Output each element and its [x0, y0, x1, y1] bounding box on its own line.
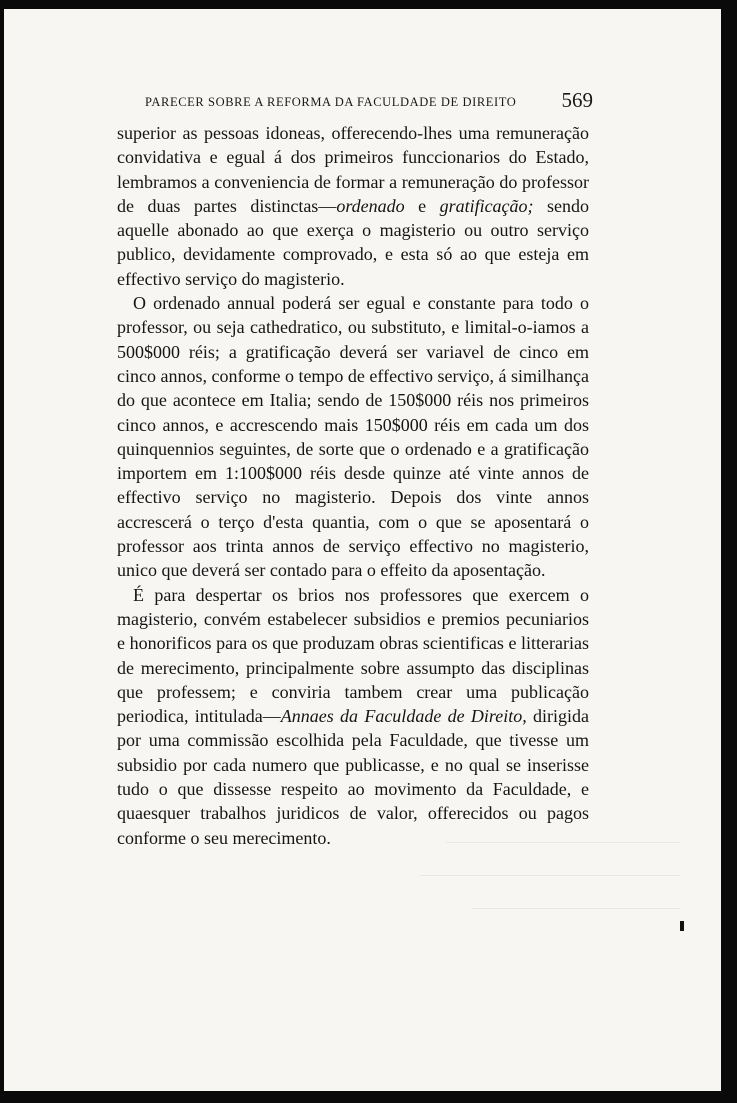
paragraph-2: O ordenado annual poderá ser egual e constante para todo o professor, ou seja cathedratico, ou substituto, e limital-o-iamos a 500$000 réis; a gratificação deverá ser variavel de cinco em cinco annos, conforme o tempo de effectivo serviço, á similhança do que acontece em Italia; sendo de 150$000 réis nos primeiros cinco annos, e accrescendo mais 150$000 réis em cada um dos quinquennios seguintes, de sorte que o ordenado e a gratificação importem em 1:100$000 réis desde quinze até vinte annos de effectivo serviço no magisterio. Depois dos vinte annos accrescerá o terço d'esta quantia, com o que se aposentará o professor aos trinta annos de serviço effectivo no magisterio, unico que deverá ser contado para o effeito da aposentação. — [117, 293, 589, 581]
scan-border-bottom — [0, 1091, 737, 1103]
bleed-through-shadow — [420, 820, 680, 930]
scan-border-top — [0, 0, 737, 9]
paragraph-3: É para despertar os brios nos professores que exercem o magisterio, convém estabelecer subsidios e premios pecuniarios e honorificos para os que produzam obras scientificas e litterarias de merecimento, principalmente sobre assumpto das disciplinas que professem; e conviria tambem crear uma publicação periodica, intitulada—Annaes da Faculdade de Direito, dirigida por uma commissão escolhida pela Faculdade, que tivesse um subsidio por cada numero que publicasse, e no qual se inserisse tudo o que dissesse respeito ao movimento da Faculdade, e quaesquer trabalhos juridicos de valor, offerecidos ou pagos conforme o seu merecimento. — [117, 584, 589, 848]
page-number: 569 — [561, 88, 593, 112]
running-title: PARECER SOBRE A REFORMA DA FACULDADE DE DIREITO — [145, 95, 517, 109]
page-header — [145, 90, 595, 114]
paragraph-1: superior as pessoas idoneas, offerecendo-lhes uma remuneração convidativa e egual á dos primeiros funccionarios do Estado, lembramos a conveniencia de formar a remuneração do professor de duas partes distinctas—ordenado e gratificação; sendo aquelle abonado ao que exerça o magisterio ou outro serviço publico, devidamente comprovado, e esta só ao que esteja em effectivo serviço do magisterio. — [117, 123, 589, 289]
scan-border-left — [0, 0, 4, 1103]
scan-border-right — [721, 0, 737, 1103]
margin-mark — [680, 921, 684, 931]
body-text — [117, 121, 589, 850]
